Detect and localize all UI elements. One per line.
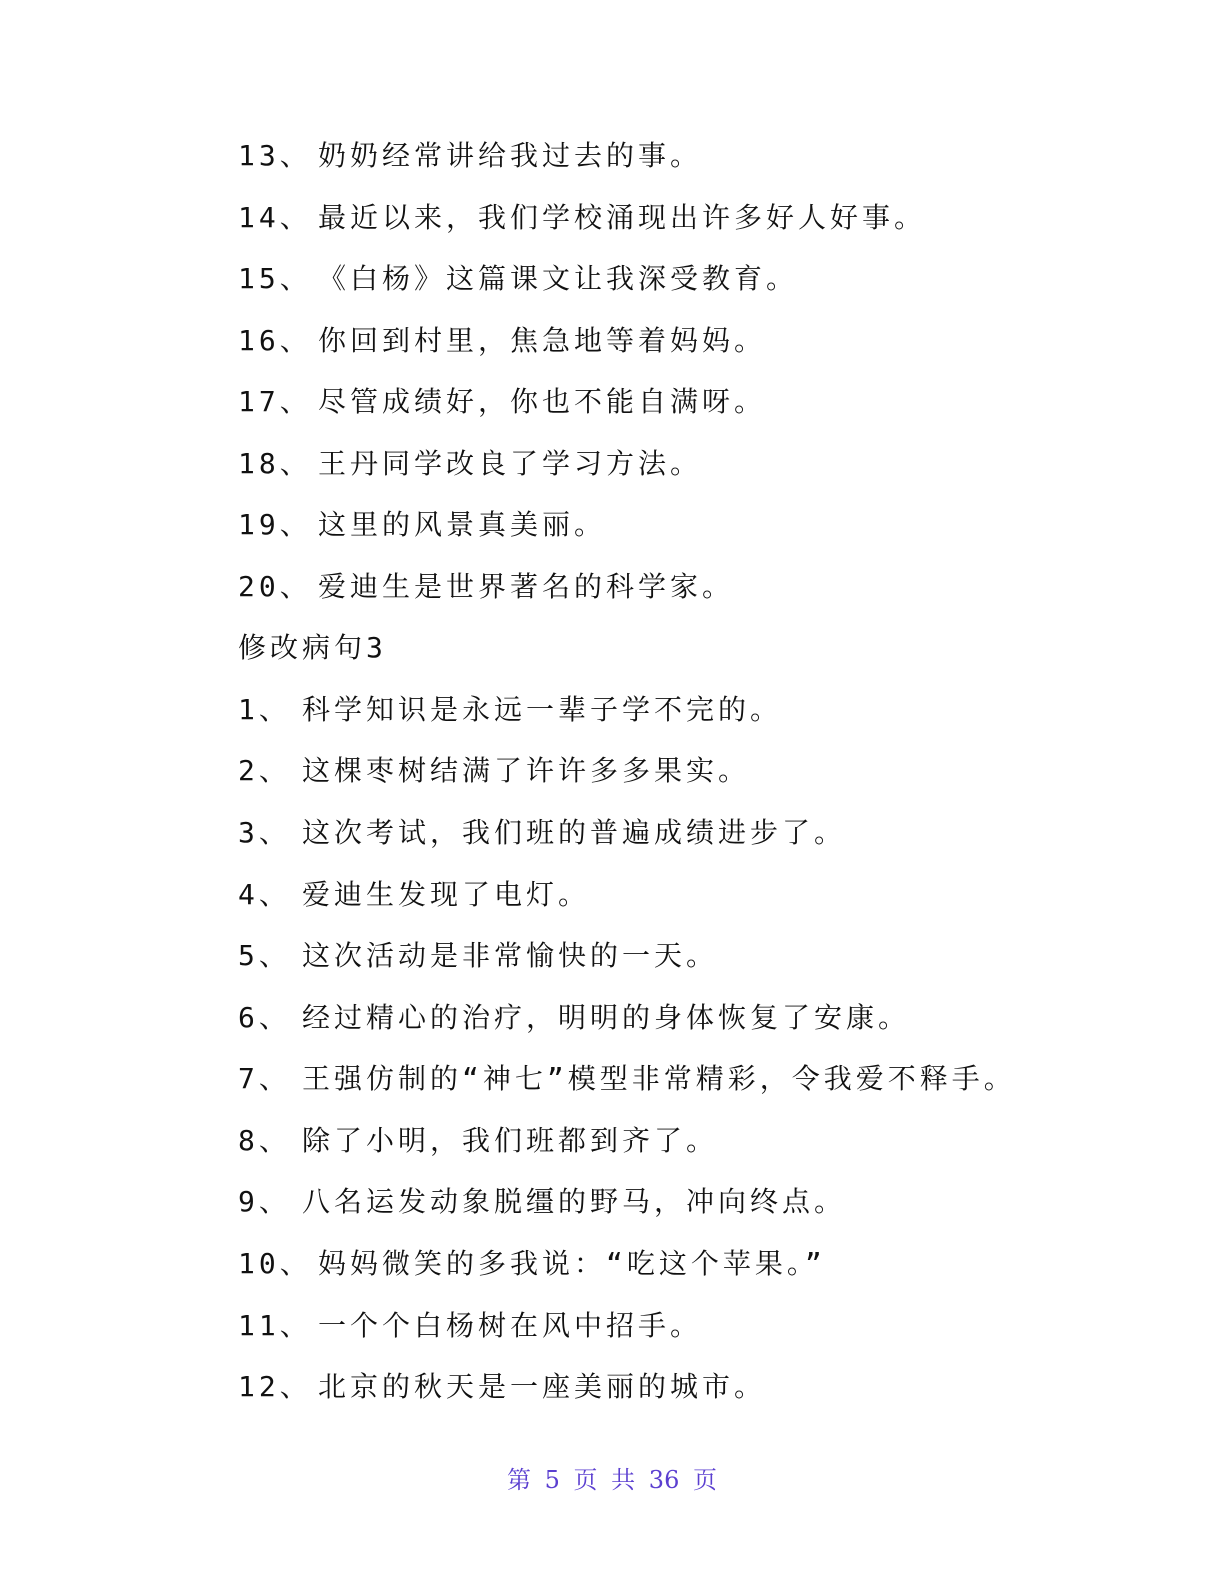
item-number: 15、	[238, 262, 312, 295]
item-text: 除了小明，我们班都到齐了。	[302, 1124, 719, 1157]
list-item	[238, 505, 606, 545]
list-item	[238, 1182, 846, 1222]
item-text: 这次考试，我们班的普遍成绩进步了。	[302, 816, 847, 849]
item-number: 8、	[238, 1124, 291, 1157]
item-text: 《白杨》这篇课文让我深受教育。	[318, 262, 799, 295]
item-number: 9、	[238, 1185, 291, 1218]
item-number: 3、	[238, 816, 291, 849]
list-item	[238, 1059, 1016, 1099]
list-item	[238, 321, 766, 361]
item-text: 八名运发动象脱缰的野马，冲向终点。	[302, 1185, 847, 1218]
item-text: 爱迪生是世界著名的科学家。	[318, 570, 735, 603]
list-item	[238, 259, 798, 299]
item-text: 奶奶经常讲给我过去的事。	[318, 139, 703, 172]
item-text: 这次活动是非常愉快的一天。	[302, 939, 719, 972]
item-number: 13、	[238, 139, 312, 172]
item-number: 6、	[238, 1001, 291, 1034]
item-number: 18、	[238, 447, 312, 480]
list-item	[238, 936, 718, 976]
item-text: 一个个白杨树在风中招手。	[318, 1309, 703, 1342]
item-text: 这棵枣树结满了许许多多果实。	[302, 754, 751, 787]
item-number: 10、	[238, 1247, 312, 1280]
item-text: 这里的风景真美丽。	[318, 508, 607, 541]
list-item	[238, 751, 750, 791]
item-number: 16、	[238, 324, 312, 357]
item-number: 19、	[238, 508, 312, 541]
list-item	[238, 1244, 826, 1284]
list-item	[238, 998, 910, 1038]
item-number: 20、	[238, 570, 312, 603]
item-text: 你回到村里，焦急地等着妈妈。	[318, 324, 767, 357]
item-number: 2、	[238, 754, 291, 787]
item-text: 王丹同学改良了学习方法。	[318, 447, 703, 480]
item-number: 4、	[238, 878, 291, 911]
list-item	[238, 567, 734, 607]
list-item	[238, 382, 766, 422]
item-number: 12、	[238, 1370, 312, 1403]
item-number: 5、	[238, 939, 291, 972]
page-footer: 第 5 页 共 36 页	[507, 1466, 717, 1494]
list-item	[238, 444, 702, 484]
item-text: 最近以来，我们学校涌现出许多好人好事。	[318, 201, 927, 234]
list-item	[238, 198, 926, 238]
item-number: 17、	[238, 385, 312, 418]
item-number: 1、	[238, 693, 291, 726]
list-item	[238, 875, 590, 915]
item-text: 经过精心的治疗，明明的身体恢复了安康。	[302, 1001, 911, 1034]
item-text: 尽管成绩好，你也不能自满呀。	[318, 385, 767, 418]
list-item	[238, 1121, 718, 1161]
list-item	[238, 1367, 766, 1407]
list-item	[238, 1306, 702, 1346]
item-text: 科学知识是永远一辈子学不完的。	[302, 693, 783, 726]
section-heading: 修改病句3	[238, 631, 387, 664]
item-number: 14、	[238, 201, 312, 234]
item-text: 北京的秋天是一座美丽的城市。	[318, 1370, 767, 1403]
list-item	[238, 813, 846, 853]
item-text: 爱迪生发现了电灯。	[302, 878, 591, 911]
item-number: 7、	[238, 1062, 291, 1095]
item-number: 11、	[238, 1309, 312, 1342]
list-item	[238, 690, 782, 730]
item-text: 妈妈微笑的多我说：“吃这个苹果。”	[318, 1247, 826, 1280]
list-item	[238, 136, 702, 176]
item-text: 王强仿制的“神七”模型非常精彩，令我爱不释手。	[302, 1062, 1016, 1095]
